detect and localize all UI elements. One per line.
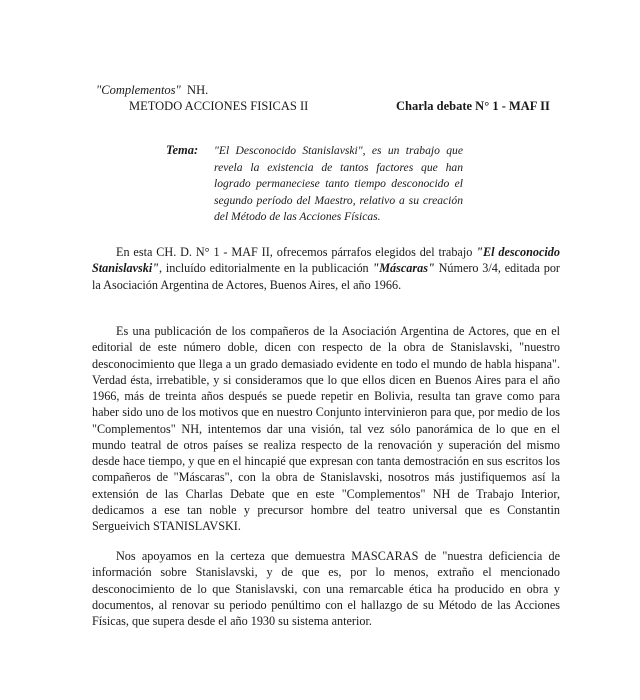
p1-text-a: En esta CH. D. N° 1 - MAF II, ofrecemos párrafos elegidos del trabajo xyxy=(116,245,477,259)
p3-text: Nos apoyamos en la certeza que demuestra MASCARAS de "nuestra deficiencia de información sobre Stanislavski, y de que es, por lo menos, extraño el mencionado desconocimiento de lo que Stanislavski, con una remarcable ética ha producido en obra y documentos, al renovar su periodo penúltimo con el hallazgo de su Método de las Acciones Físicas, que supera desde el año 1930 su sistema anterior. xyxy=(92,549,560,628)
series-name: "Complementos" xyxy=(96,83,181,97)
series-heading xyxy=(96,83,208,98)
paragraph-3 xyxy=(92,548,560,629)
p1-text-c: , incluído editorialmente en la publicación xyxy=(159,261,373,276)
tema-label: Tema: xyxy=(166,143,199,157)
series-suffix: NH. xyxy=(187,83,209,97)
p2-text: Es una publicación de los compañeros de la Asociación Argentina de Actores, que en el editorial de este número doble, dicen con respecto de la obra de Stanislavski, "nuestro desconocimiento que llega a un grado demasiado evidente en todo el mundo de habla hispana". Verdad ésta, irrebatible, y si consideramos que lo que ellos dicen en Buenos Aires para el año 1966, más de treinta años después se puede repetir en Bolivia, resulta tan grave como para haber sido uno de los motivos que en nuestro Conjunto intervinieron para que, por medio de los "Complementos" NH, intentemos dar una visión, tal vez sólo panorámica de lo que en el mundo teatral de otros países se realiza respecto de la renovación y superación del mismo desde hace tiempo, y que en el hincapié que expresan con tanta demostración en sus escritos los compañeros de "Máscaras", con la obra de Stanislavski, nosotros más justifiquemos así la extensión de las Charlas Debate que en este "Complementos" NH de Trabajo Interior, dedicamos a ese tan noble y precursor hombre del teatro universal que es Constantin Sergueivich STANISLAVSKI. xyxy=(92,324,560,533)
p1-work-title: "El desconocido Stanislavski" xyxy=(92,245,560,276)
paragraph-1 xyxy=(92,244,560,293)
charla-label: Charla debate N° 1 - MAF II xyxy=(396,99,550,113)
paragraph-2 xyxy=(92,323,560,534)
p1-text-e: Número 3/4, editada por la Asociación Argentina de Actores, Buenos Aires, el año 1966. xyxy=(92,261,560,292)
p1-publication-title: "Máscaras" xyxy=(372,261,435,276)
document-title: METODO ACCIONES FISICAS II xyxy=(129,99,309,113)
tema-text: "El Desconocido Stanislavski", es un trabajo que revela la existencia de tantos factores que han logrado permaneciese tanto tiempo desconocido el segundo período del Maestro, relativo a su creación del Método de las Acciones Físicas. xyxy=(214,144,463,223)
